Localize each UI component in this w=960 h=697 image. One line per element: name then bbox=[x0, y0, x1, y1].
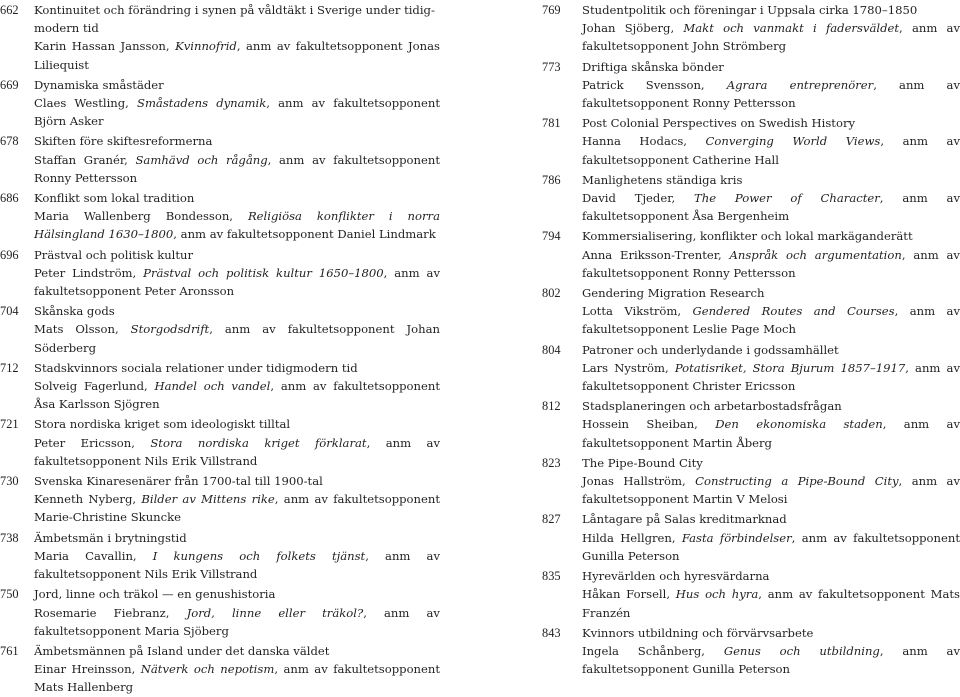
page-number: 730 bbox=[0, 474, 19, 489]
book-title: Agrara entreprenörer bbox=[726, 77, 874, 92]
article-title: Stadsplaneringen och arbetarbostadsfrågan bbox=[582, 399, 842, 414]
page-number: 786 bbox=[542, 172, 561, 187]
author-name: David Tjeder, bbox=[582, 191, 695, 206]
page-number: 696 bbox=[0, 247, 19, 262]
author-name: Maria Cavallin, bbox=[34, 548, 153, 563]
review-byline bbox=[0, 264, 440, 300]
author-name: Hossein Sheiban, bbox=[582, 417, 716, 432]
author-name: Anna Eriksson-Trenter, bbox=[582, 247, 730, 262]
reviewer-text: , anm av fakultetsopponent Gunilla Peterson bbox=[582, 643, 960, 677]
list-item bbox=[0, 359, 440, 414]
reviewer-text: , anm av fakultetsopponent Björn Asker bbox=[34, 96, 440, 129]
review-byline bbox=[542, 246, 960, 282]
reviewer-text: , anm av fakultetsopponent Ronny Pettersson bbox=[34, 152, 440, 185]
book-title: Makt och vanmakt i fadersväldet bbox=[683, 21, 900, 36]
author-name: Lotta Vikström, bbox=[582, 304, 693, 319]
author-name: Patrick Svensson, bbox=[582, 77, 727, 92]
article-title: Ämbetsmän i brytningstid bbox=[34, 530, 187, 545]
book-title: Constructing a Pipe-Bound City bbox=[695, 474, 899, 489]
article-title: Dynamiska småstäder bbox=[34, 77, 164, 92]
book-title: Den ekonomiska staden bbox=[715, 417, 883, 432]
page-number: 827 bbox=[542, 512, 561, 527]
reviewer-text: , anm av fakultetsopponent Gunilla Peterson bbox=[582, 530, 960, 563]
review-byline bbox=[0, 151, 440, 187]
reviewer-text: , anm av fakultetsopponent Nils Erik Villstrand bbox=[34, 435, 441, 468]
reviewer-text: , anm av fakultetsopponent Daniel Lindmark bbox=[173, 227, 436, 242]
author-name: Rosemarie Fiebranz, bbox=[34, 605, 187, 620]
review-byline bbox=[542, 529, 960, 565]
reviewer-text: , anm av fakultetsopponent Martin Åberg bbox=[582, 417, 960, 450]
author-name: Hilda Hellgren, bbox=[582, 530, 682, 545]
list-item bbox=[542, 58, 960, 113]
book-title: Anspråk och argumentation bbox=[729, 247, 902, 262]
review-byline bbox=[542, 472, 960, 508]
book-title: Prästval och politisk kultur 1650–1800 bbox=[143, 265, 384, 280]
page-number: 662 bbox=[0, 3, 19, 17]
list-item bbox=[0, 472, 440, 527]
author-name: Peter Ericsson, bbox=[34, 435, 151, 450]
book-title: Kvinnofrid bbox=[175, 39, 237, 54]
page-number: 823 bbox=[542, 455, 561, 470]
article-title: Stora nordiska kriget som ideologiskt tilltal bbox=[34, 417, 291, 432]
book-title: Religiösa konflikter i norra Hälsingland 1630–1800 bbox=[34, 209, 440, 242]
reviewer-text: , anm av fakultetsopponent John Strömberg bbox=[582, 21, 960, 54]
review-byline bbox=[0, 207, 440, 243]
review-byline bbox=[0, 37, 440, 73]
list-item bbox=[0, 585, 440, 640]
book-title: Nätverk och nepotism bbox=[140, 662, 275, 677]
author-name: Staffan Granér, bbox=[34, 152, 136, 167]
review-byline bbox=[0, 320, 440, 356]
review-byline bbox=[542, 19, 960, 55]
list-item bbox=[0, 642, 440, 697]
page-number: 773 bbox=[542, 59, 561, 74]
author-name: Karin Hassan Jansson, bbox=[34, 39, 176, 54]
review-byline bbox=[542, 302, 960, 338]
page-number: 843 bbox=[542, 625, 561, 640]
page-number: 704 bbox=[0, 304, 19, 319]
list-item bbox=[542, 397, 960, 452]
author-name: Johan Sjöberg, bbox=[582, 21, 684, 36]
reviewer-text: , anm av fakultetsopponent Marie-Christine Skuncke bbox=[34, 492, 440, 525]
book-title: Småstadens dynamik bbox=[137, 96, 267, 111]
article-title: Skånska gods bbox=[34, 304, 115, 319]
review-byline bbox=[0, 660, 440, 696]
book-title: Bilder av Mittens rike bbox=[141, 492, 275, 507]
reviewer-text: , anm av fakultetsopponent Leslie Page Moch bbox=[582, 304, 960, 337]
list-item bbox=[542, 624, 960, 679]
review-byline bbox=[542, 642, 960, 678]
author-name: Claes Westling, bbox=[34, 96, 137, 111]
article-title: Gendering Migration Research bbox=[582, 286, 765, 301]
author-name: Mats Olsson, bbox=[34, 322, 131, 337]
article-title: Svenska Kinaresenärer från 1700-tal till 1900-tal bbox=[34, 474, 323, 489]
book-title: Converging World Views bbox=[705, 134, 881, 149]
book-title: Handel och vandel bbox=[154, 379, 271, 394]
reviewer-text: , anm av fakultetsopponent Ronny Pettersson bbox=[582, 77, 960, 111]
book-title: The Power of Character bbox=[694, 191, 880, 206]
book-title: Genus och utbildning bbox=[723, 643, 880, 658]
author-name: Ingela Schånberg, bbox=[582, 643, 724, 658]
list-item bbox=[542, 510, 960, 565]
list-item bbox=[542, 114, 960, 169]
reviewer-text: , anm av fakultetsopponent Catherine Hall bbox=[582, 134, 960, 167]
list-item bbox=[542, 567, 960, 622]
book-title: Jord, linne eller träkol? bbox=[186, 605, 364, 620]
review-byline bbox=[0, 490, 440, 526]
article-title: Stadskvinnors sociala relationer under tidigmodern tid bbox=[34, 360, 358, 375]
book-title: Storgodsdrift bbox=[130, 322, 210, 337]
reviewer-text: , anm av fakultetsopponent Christer Ericsson bbox=[582, 360, 960, 394]
reviewer-text: , anm av fakultetsopponent Jonas Liliequist bbox=[34, 39, 440, 72]
list-item bbox=[542, 284, 960, 339]
review-byline bbox=[0, 547, 440, 583]
article-title: Manlighetens ständiga kris bbox=[582, 172, 743, 187]
reviewer-text: , anm av fakultetsopponent Åsa Bergenheim bbox=[582, 191, 960, 224]
reviewer-text: , anm av fakultetsopponent Åsa Karlsson Sjögren bbox=[34, 379, 440, 412]
list-item bbox=[0, 529, 440, 584]
author-name: Maria Wallenberg Bondesson, bbox=[34, 209, 248, 224]
review-byline bbox=[542, 76, 960, 112]
page-number: 769 bbox=[542, 3, 561, 17]
right-column bbox=[542, 0, 960, 678]
article-title: Låntagare på Salas kreditmarknad bbox=[582, 512, 787, 527]
review-byline bbox=[0, 434, 440, 470]
page-number: 686 bbox=[0, 191, 19, 206]
page-number: 802 bbox=[542, 286, 561, 301]
article-title: Prästval och politisk kultur bbox=[34, 247, 194, 262]
page-number: 738 bbox=[0, 530, 19, 545]
author-name: Jonas Hallström, bbox=[582, 474, 696, 489]
article-title: Hyrevärlden och hyresvärdarna bbox=[582, 569, 770, 584]
article-title: Kvinnors utbildning och förvärvsarbete bbox=[582, 625, 814, 640]
page-number: 721 bbox=[0, 417, 19, 432]
list-item bbox=[542, 341, 960, 396]
reviewer-text: , anm av fakultetsopponent Ronny Pettersson bbox=[582, 247, 960, 280]
article-title: Patroner och underlydande i godssamhället bbox=[582, 342, 839, 357]
book-title: Hus och hyra bbox=[675, 587, 759, 602]
reviewer-text: , anm av fakultetsopponent Mats Hallenberg bbox=[34, 662, 441, 695]
author-name: Lars Nyström, bbox=[582, 360, 675, 375]
list-item bbox=[0, 246, 440, 301]
article-title: Jord, linne och träkol — en genushistoria bbox=[34, 587, 276, 602]
review-byline bbox=[0, 604, 440, 640]
review-byline bbox=[542, 585, 960, 621]
review-byline bbox=[0, 94, 440, 130]
article-title: Post Colonial Perspectives on Swedish History bbox=[582, 116, 856, 131]
author-name: Peter Lindström, bbox=[34, 265, 144, 280]
author-name: Håkan Forsell, bbox=[582, 587, 676, 602]
book-title: Fasta förbindelser bbox=[681, 530, 792, 545]
review-byline bbox=[542, 415, 960, 451]
review-byline bbox=[542, 189, 960, 225]
page-number: 804 bbox=[542, 342, 561, 357]
book-title: Stora nordiska kriget förklarat bbox=[150, 435, 367, 450]
book-title: Samhävd och rågång bbox=[135, 152, 268, 167]
page-number: 678 bbox=[0, 134, 19, 149]
page-number: 750 bbox=[0, 587, 19, 602]
author-name: Einar Hreinsson, bbox=[34, 662, 141, 677]
list-item bbox=[0, 132, 440, 187]
list-item bbox=[0, 189, 440, 244]
article-title: Kontinuitet och förändring i synen på våldtäkt i Sverige under tidigmodern tid bbox=[34, 3, 435, 36]
article-title: Kommersialisering, konflikter och lokal markäganderätt bbox=[582, 229, 913, 244]
list-item bbox=[0, 1, 440, 74]
left-column bbox=[0, 0, 440, 697]
author-name: Solveig Fagerlund, bbox=[34, 379, 155, 394]
article-title: The Pipe-Bound City bbox=[582, 455, 703, 470]
list-item bbox=[0, 415, 440, 470]
article-title: Skiften före skiftesreformerna bbox=[34, 134, 213, 149]
review-byline bbox=[542, 359, 960, 395]
review-byline bbox=[542, 132, 960, 168]
author-name: Hanna Hodacs, bbox=[582, 134, 706, 149]
book-title: I kungens och folkets tjänst bbox=[152, 548, 366, 563]
reviewer-text: , anm av fakultetsopponent Martin V Melosi bbox=[582, 474, 960, 507]
list-item bbox=[542, 227, 960, 282]
book-title: Potatisriket, Stora Bjurum 1857–1917 bbox=[674, 360, 906, 375]
page-number: 712 bbox=[0, 360, 19, 375]
page-number: 794 bbox=[542, 229, 561, 244]
page-number: 812 bbox=[542, 399, 561, 414]
book-title: Gendered Routes and Courses bbox=[692, 304, 895, 319]
article-title: Ämbetsmännen på Island under det danska väldet bbox=[34, 643, 330, 658]
list-item bbox=[0, 302, 440, 357]
list-item bbox=[542, 171, 960, 226]
article-title: Driftiga skånska bönder bbox=[582, 59, 724, 74]
author-name: Kenneth Nyberg, bbox=[34, 492, 142, 507]
reviewer-text: , anm av fakultetsopponent Nils Erik Villstrand bbox=[34, 548, 440, 582]
page-number: 669 bbox=[0, 77, 19, 92]
page-number: 835 bbox=[542, 569, 561, 584]
article-title: Studentpolitik och föreningar i Uppsala cirka 1780–1850 bbox=[582, 3, 918, 17]
review-byline bbox=[0, 377, 440, 413]
reviewer-text: , anm av fakultetsopponent Maria Sjöberg bbox=[34, 605, 440, 638]
page-number: 761 bbox=[0, 643, 19, 658]
reviewer-text: , anm av fakultetsopponent Johan Söderberg bbox=[34, 322, 440, 355]
list-item bbox=[542, 1, 960, 56]
page-number: 781 bbox=[542, 116, 561, 131]
reviewer-text: , anm av fakultetsopponent Peter Aronsson bbox=[34, 265, 440, 299]
list-item bbox=[542, 454, 960, 509]
article-title: Konflikt som lokal tradition bbox=[34, 191, 195, 206]
list-item bbox=[0, 76, 440, 131]
reviewer-text: , anm av fakultetsopponent Mats Franzén bbox=[582, 587, 960, 620]
